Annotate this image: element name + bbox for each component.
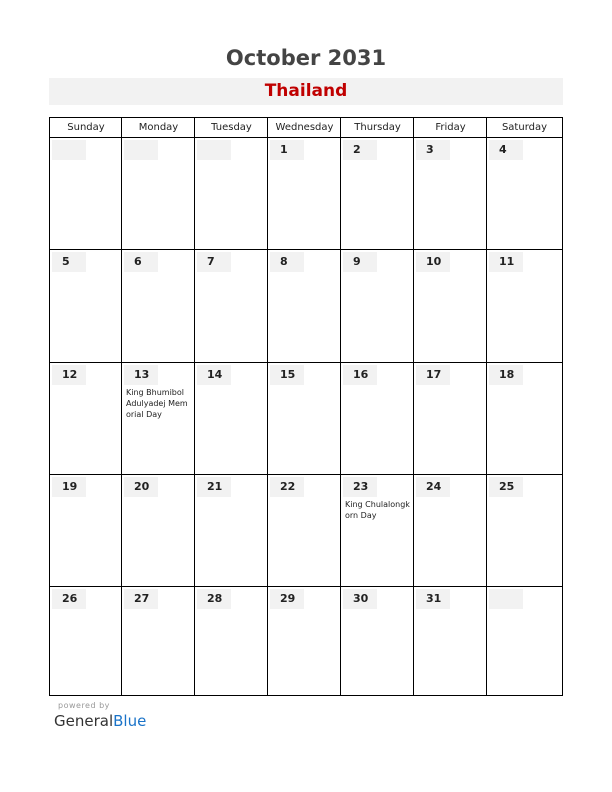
day-number: 8 [270,252,304,272]
weekday-header-friday: Friday [435,122,466,133]
day-cell[interactable] [268,138,340,249]
day-number: 18 [489,365,523,385]
day-cell[interactable] [268,363,340,474]
weekday-header-sunday: Sunday [67,122,105,133]
day-cell[interactable] [122,587,194,694]
day-cell[interactable] [341,138,413,249]
day-number: 2 [343,140,377,160]
day-number: 10 [416,252,450,272]
day-cell[interactable] [50,587,121,694]
empty-day-number [489,589,523,609]
day-number: 30 [343,589,377,609]
day-cell[interactable] [414,475,486,586]
day-cell[interactable] [122,138,194,249]
day-cell[interactable] [195,250,267,362]
day-number: 4 [489,140,523,160]
page-title: October 2031 [225,46,387,70]
day-cell[interactable] [487,138,561,249]
day-number: 7 [197,252,231,272]
day-number: 9 [343,252,377,272]
weekday-header-monday: Monday [138,122,179,133]
day-cell[interactable] [341,587,413,694]
empty-day-number [52,140,86,160]
day-number: 15 [270,365,304,385]
day-cell[interactable] [50,138,121,249]
day-cell[interactable] [414,587,486,694]
day-cell[interactable] [50,250,121,362]
day-cell[interactable] [487,475,561,586]
day-number: 13 [124,365,158,385]
empty-day-number [124,140,158,160]
day-cell[interactable] [341,475,413,586]
day-cell[interactable] [122,363,194,474]
day-cell[interactable] [195,475,267,586]
day-number: 28 [197,589,231,609]
day-cell[interactable] [195,138,267,249]
day-cell[interactable] [414,138,486,249]
day-cell[interactable] [50,475,121,586]
day-cell[interactable] [268,475,340,586]
day-number: 19 [52,477,86,497]
day-number: 27 [124,589,158,609]
day-cell[interactable] [122,250,194,362]
day-number: 23 [343,477,377,497]
day-cell[interactable] [122,475,194,586]
day-number: 21 [197,477,231,497]
day-number: 29 [270,589,304,609]
brand-general-text: General [54,712,114,730]
day-cell[interactable] [268,587,340,694]
weekday-header-saturday: Saturday [501,122,548,133]
day-cell[interactable] [50,363,121,474]
weekday-header-wednesday: Wednesday [275,122,334,133]
holiday-event: King Chulalongkorn Day [345,500,410,520]
day-number: 3 [416,140,450,160]
day-number: 25 [489,477,523,497]
powered-by-label: powered by [58,701,110,710]
day-cell[interactable] [341,363,413,474]
day-number: 1 [270,140,304,160]
day-number: 6 [124,252,158,272]
calendar-grid [49,117,563,696]
day-cell[interactable] [341,250,413,362]
day-cell[interactable] [487,587,561,694]
day-cell[interactable] [414,363,486,474]
day-cell[interactable] [487,363,561,474]
day-number: 17 [416,365,450,385]
day-number: 11 [489,252,523,272]
day-number: 14 [197,365,231,385]
day-cell[interactable] [195,363,267,474]
brand-blue-text: Blue [113,712,147,730]
day-number: 20 [124,477,158,497]
empty-day-number [197,140,231,160]
day-number: 5 [52,252,86,272]
day-number: 31 [416,589,450,609]
day-number: 24 [416,477,450,497]
day-cell[interactable] [414,250,486,362]
country-banner: Thailand [49,78,563,105]
day-cell[interactable] [195,587,267,694]
day-cell[interactable] [487,250,561,362]
day-number: 26 [52,589,86,609]
weekday-header-tuesday: Tuesday [211,122,252,133]
weekday-header-thursday: Thursday [354,122,401,133]
generalblue-logo[interactable] [54,712,146,730]
day-number: 22 [270,477,304,497]
holiday-event: King Bhumibol Adulyadej Memorial Day [126,388,188,419]
day-number: 12 [52,365,86,385]
day-cell[interactable] [268,250,340,362]
day-number: 16 [343,365,377,385]
